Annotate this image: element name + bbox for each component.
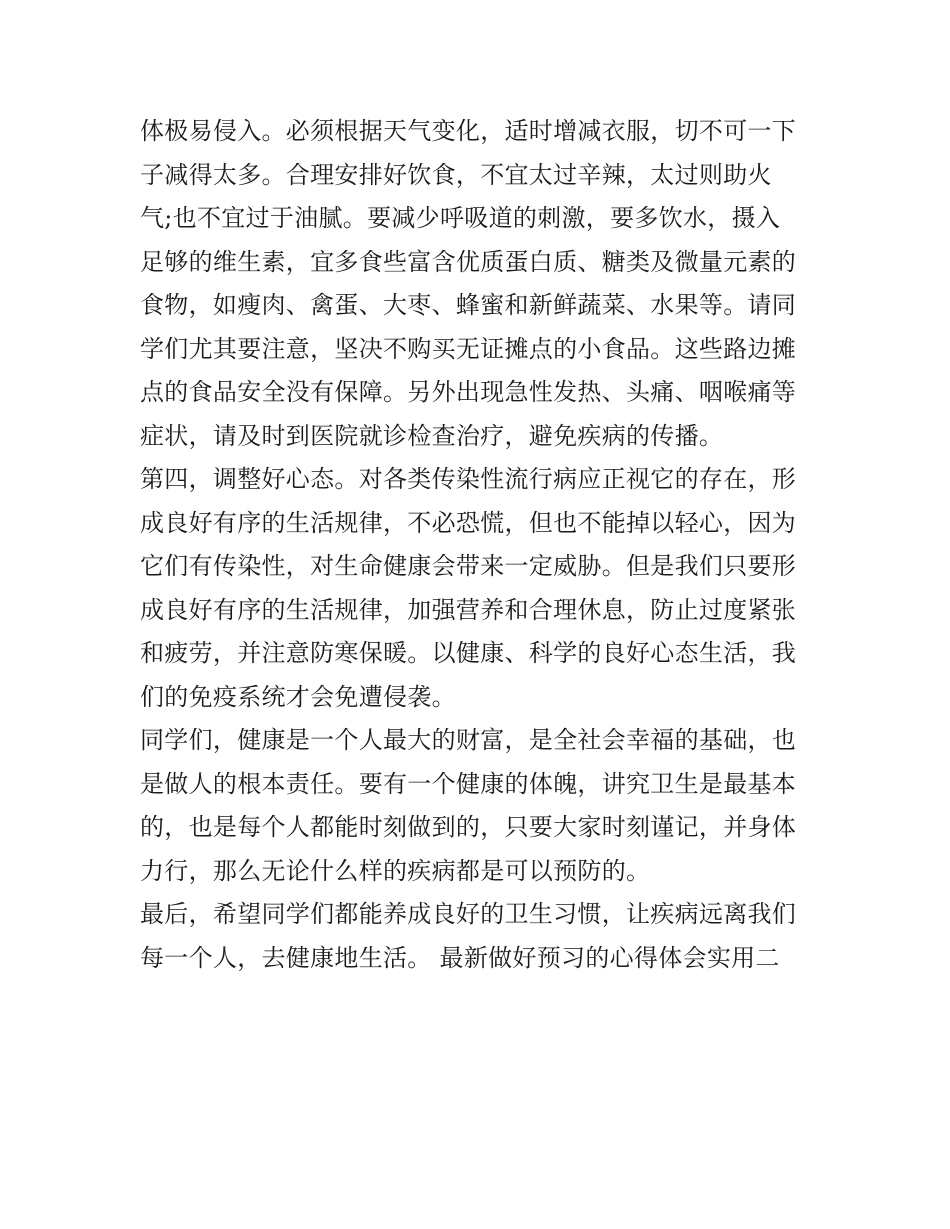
text-line: 是做人的根本责任。要有一个健康的体魄，讲究卫生是最基本 xyxy=(140,769,797,798)
text-line: 症状，请及时到医院就诊检查治疗，避免疾病的传播。 xyxy=(140,421,724,450)
text-line: 子减得太多。合理安排好饮食，不宜太过辛辣，太过则助火 xyxy=(140,160,772,189)
text-line: 足够的维生素，宜多食些富含优质蛋白质、糖类及微量元素的 xyxy=(140,247,797,276)
text-line: 成良好有序的生活规律，不必恐慌，但也不能掉以轻心，因为 xyxy=(140,508,797,537)
text-line: 每一个人，去健康地生活。 最新做好预习的心得体会实用二 xyxy=(140,943,780,972)
text-line: 力行，那么无论什么样的疾病都是可以预防的。 xyxy=(140,856,651,885)
text-line: 的，也是每个人都能时刻做到的，只要大家时刻谨记，并身体 xyxy=(140,813,797,841)
text-line: 最后，希望同学们都能养成良好的卫生习惯，让疾病远离我们 xyxy=(140,900,797,928)
text-line: 成良好有序的生活规律，加强营养和合理休息，防止过度紧张 xyxy=(140,595,797,624)
text-line: 同学们，健康是一个人最大的财富，是全社会幸福的基础，也 xyxy=(140,726,797,754)
text-line: 气;也不宜过于油腻。要减少呼吸道的刺激，要多饮水，摄入 xyxy=(140,204,781,232)
text-line: 学们尤其要注意，坚决不购买无证摊点的小食品。这些路边摊 xyxy=(140,334,797,363)
text-line: 它们有传染性，对生命健康会带来一定威胁。但是我们只要形 xyxy=(140,552,797,580)
text-line: 第四，调整好心态。对各类传染性流行病应正视它的存在，形 xyxy=(140,465,797,493)
body-text xyxy=(140,110,820,980)
text-line: 和疲劳，并注意防寒保暖。以健康、科学的良好心态生活，我 xyxy=(140,639,797,667)
text-line: 们的免疫系统才会免遭侵袭。 xyxy=(140,682,456,711)
text-line: 食物，如瘦肉、禽蛋、大枣、蜂蜜和新鲜蔬菜、水果等。请同 xyxy=(140,291,797,319)
text-line: 体极易侵入。必须根据天气变化，适时增减衣服，切不可一下 xyxy=(140,117,797,145)
text-line: 点的食品安全没有保障。另外出现急性发热、头痛、咽喉痛等 xyxy=(140,378,797,406)
